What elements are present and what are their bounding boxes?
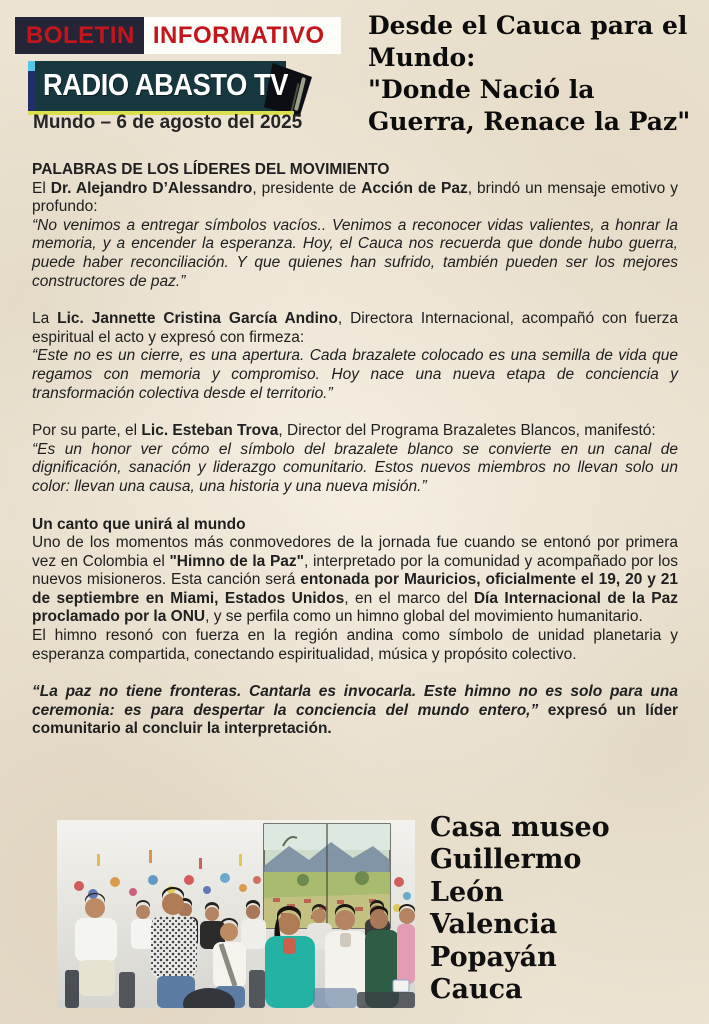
leader2-post: , Directora Internacional, acompañó con fuerza espiritual el acto y expresó con firmeza: [32, 310, 678, 346]
hymn-paragraph [32, 534, 678, 627]
dateline: Mundo – 6 de agosto del 2025 [33, 112, 303, 133]
hymn-b3: Día Internacional de la Paz proclamado por la ONU [32, 589, 678, 626]
hymn-paragraph-2: El himno resonó con fuerza en la región andina como símbolo de unidad planetaria y esperanza compartida, conectando espiritualidad, música y propósito colectivo. [32, 627, 678, 663]
woman-pink-top [397, 904, 415, 984]
hymn-s3: , en el marco del [344, 589, 474, 607]
caption-line-1: Casa museo [430, 812, 610, 843]
leader1-block [32, 180, 678, 292]
caption-line-4: Valencia [430, 909, 558, 941]
hymn-b1: "Himno de la Paz" [169, 552, 304, 570]
caption-line-5: Popayán [430, 941, 557, 973]
headline-line-4: Guerra, Renace la Paz" [368, 107, 691, 136]
leader1-org: Acción de Paz [361, 179, 468, 197]
banner-dark-box [15, 17, 144, 54]
headline-line-3: "Donde Nació la [368, 75, 595, 104]
leader3-quote: “Es un honor ver cómo el símbolo del brazalete blanco se convierte en un canal de dignificación, sanación y liderazgo comunitario. Estos nuevos miembros no llevan solo un color: llevan una causa, una historia y una nueva misión.” [32, 440, 678, 495]
hymn-s4: , y se perfila como un himno global del movimiento humanitario. [205, 608, 643, 626]
closing-quote: “La paz no tiene fronteras. Cantarla es invocarla. Este himno no es solo para una ceremonia: es para despertar la conciencia del mundo entero,” [32, 683, 678, 719]
article-body [32, 161, 678, 758]
hymn-block [32, 516, 678, 665]
leader1-intro [32, 180, 678, 217]
hymn-heading-text: Un canto que unirá al mundo [32, 515, 246, 533]
leader2-pre: La [32, 310, 58, 328]
leader3-name: Lic. Esteban Trova [141, 422, 279, 440]
hymn-b2: entonada por Mauricios, oficialmente el 19, 20 y 21 de septiembre en Miami, Estados Unidos [32, 571, 678, 607]
leader2-block [32, 310, 678, 403]
leader1-post: , brindó un mensaje emotivo y profundo: [32, 179, 679, 216]
leader3-post: , Director del Programa Brazaletes Blancos, manifestó: [278, 422, 656, 440]
caption-line-2: Guillermo [430, 844, 582, 876]
headline [368, 10, 706, 138]
bulletin-banner [15, 17, 341, 54]
banner-light-box [144, 17, 341, 54]
headline-line-1: Desde el Cauca para el [368, 11, 688, 40]
headline-line-2: Mundo: [368, 43, 476, 72]
photo-caption [430, 812, 610, 1006]
leader2-intro [32, 310, 678, 347]
leader1-quote: “No venimos a entregar símbolos vacíos.. Venimos a reconocer vidas valientes, a honrar la memoria, y a encender la esperanza. Hoy, el Cauca nos recuerda que donde hubo guerra, puede haber reconciliación. Y que quienes han sufrido, también pueden ser los mejores constructores de paz.” [32, 216, 678, 290]
closing-paragraph [32, 683, 678, 739]
closing-attribution: expresó un líder comunitario al concluir la interpretación. [32, 701, 678, 738]
leader3-pre: Por su parte, el [32, 422, 142, 440]
leader2-quote: “Este no es un cierre, es una apertura. Cada brazalete colocado es una semilla de vida que regamos con memoria y compromiso. Hoy nace una nueva etapa de conciencia y transformación colectiva desde el territorio.” [32, 347, 678, 402]
closing-block [32, 683, 678, 739]
hymn-s1: Uno de los momentos más conmovedores de la jornada fue cuando se entonó por primera vez en Colombia el [32, 534, 678, 570]
logo-text: RADIO ABASTO TV [43, 67, 288, 102]
event-photo [57, 820, 415, 1008]
leader1-mid: , presidente de [252, 179, 362, 197]
hymn-s2: , interpretado por la comunidad y acompañado por los nuevos misioneros. Esta canción será [32, 552, 678, 589]
radio-abasto-tv-logo [28, 61, 286, 111]
caption-line-6: Cauca [430, 973, 523, 1005]
caption-line-3: León [430, 876, 504, 908]
leader1-name: Dr. Alejandro D’Alessandro [50, 179, 253, 197]
leader3-block [32, 422, 678, 496]
hymn-heading [32, 516, 678, 535]
logo-left-accent [28, 61, 35, 111]
leader2-name: Lic. Jannette Cristina García Andino [57, 310, 338, 328]
leader3-intro [32, 422, 678, 441]
leader1-pre: El [32, 179, 51, 197]
section-heading-palabras: PALABRAS DE LOS LÍDERES DEL MOVIMIENTO [32, 161, 390, 178]
banner-word-informativo: INFORMATIVO [152, 21, 325, 49]
banner-word-boletin: BOLETIN [26, 21, 135, 49]
